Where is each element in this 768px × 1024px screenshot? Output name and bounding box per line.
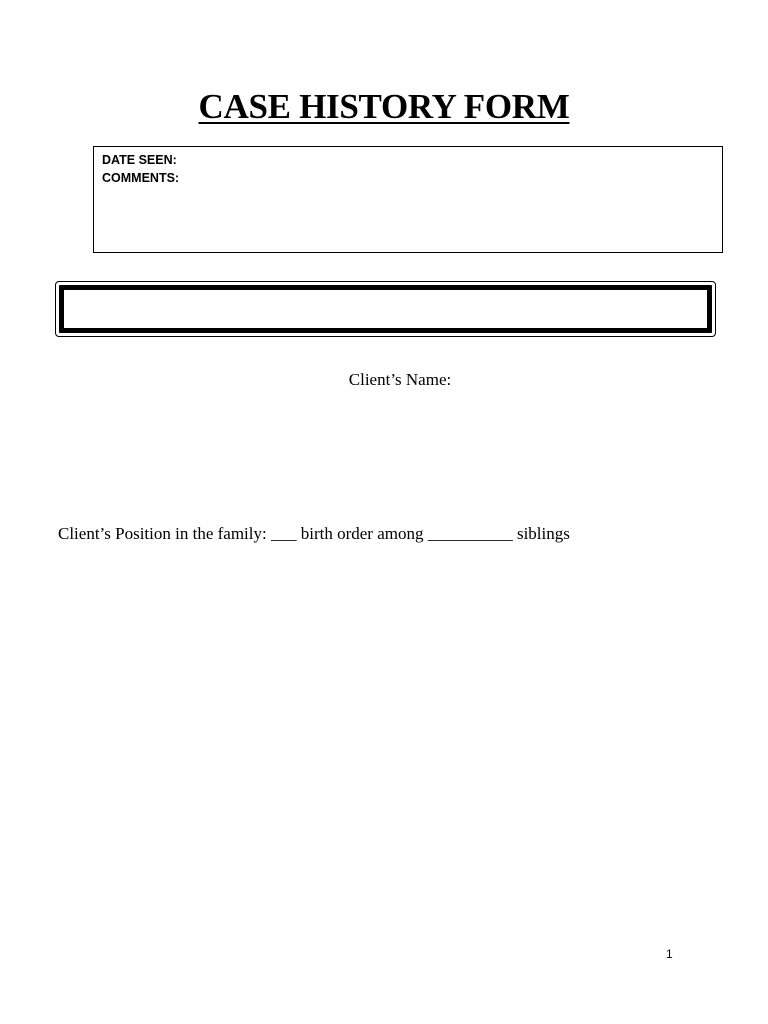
double-border-frame (55, 281, 716, 337)
clients-name-label: Client’s Name: (348, 370, 452, 389)
family-position-line: Client’s Position in the family: ___ birth order among __________ siblings (58, 524, 570, 543)
comments-label: COMMENTS: (102, 171, 180, 185)
date-comments-box (93, 146, 723, 253)
double-border-frame-inner (59, 285, 712, 333)
date-seen-label: DATE SEEN: (102, 153, 177, 167)
page-title: CASE HISTORY FORM (198, 87, 570, 126)
page-number: 1 (666, 947, 673, 961)
